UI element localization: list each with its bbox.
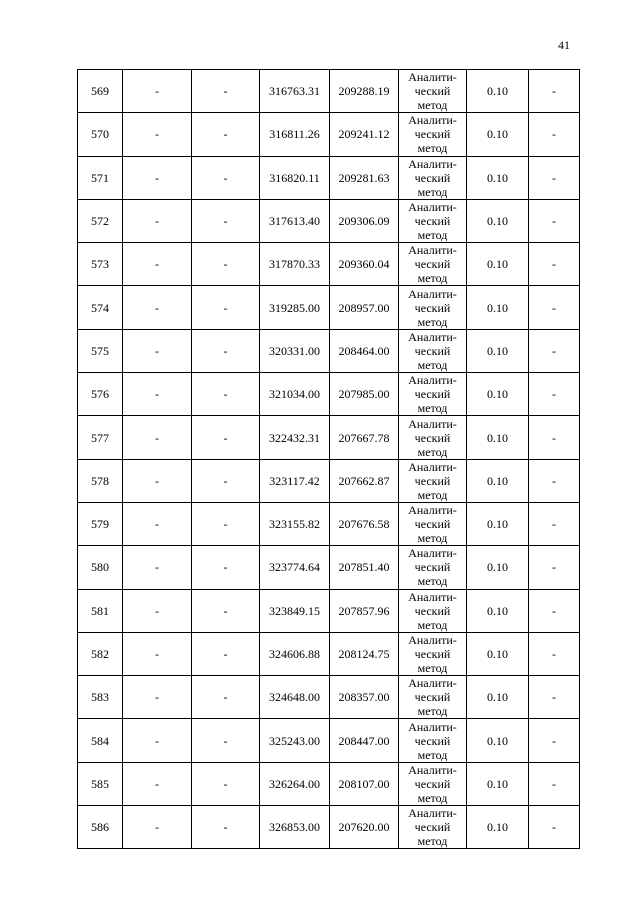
x-coordinate-cell: 323774.64 [260, 546, 330, 589]
column-3-cell: - [192, 676, 260, 719]
column-3-cell: - [192, 329, 260, 372]
table-row [78, 806, 580, 849]
y-coordinate-cell: 207985.00 [330, 373, 399, 416]
accuracy-cell: 0.10 [467, 632, 529, 675]
accuracy-cell: 0.10 [467, 286, 529, 329]
column-3-cell: - [192, 806, 260, 849]
column-8-cell: - [529, 286, 580, 329]
column-8-cell: - [529, 806, 580, 849]
accuracy-cell: 0.10 [467, 762, 529, 805]
column-8-cell: - [529, 70, 580, 113]
y-coordinate-cell: 208464.00 [330, 329, 399, 372]
column-8-cell: - [529, 676, 580, 719]
column-2-cell: - [123, 676, 192, 719]
method-cell [399, 113, 467, 156]
method-line: метод [417, 228, 448, 243]
method-cell [399, 156, 467, 199]
accuracy-cell: 0.10 [467, 459, 529, 502]
method-line: Аналити- [408, 633, 457, 647]
y-coordinate-cell: 207851.40 [330, 546, 399, 589]
point-number-cell: 582 [78, 632, 123, 675]
column-3-cell: - [192, 70, 260, 113]
column-2-cell: - [123, 416, 192, 459]
method-line: ческий [414, 84, 451, 99]
point-number-cell: 575 [78, 329, 123, 372]
table-row [78, 199, 580, 242]
method-line: метод [417, 704, 448, 719]
column-8-cell: - [529, 589, 580, 632]
method-line: метод [417, 141, 448, 156]
method-line: метод [417, 184, 448, 199]
method-line: ческий [414, 517, 451, 532]
point-number-cell: 572 [78, 199, 123, 242]
x-coordinate-cell: 325243.00 [260, 719, 330, 762]
x-coordinate-cell: 317870.33 [260, 243, 330, 286]
y-coordinate-cell: 207667.78 [330, 416, 399, 459]
x-coordinate-cell: 323117.42 [260, 459, 330, 502]
column-2-cell: - [123, 113, 192, 156]
table-row [78, 762, 580, 805]
method-line: ческий [414, 430, 451, 445]
point-number-cell: 571 [78, 156, 123, 199]
point-number-cell: 580 [78, 546, 123, 589]
accuracy-cell: 0.10 [467, 719, 529, 762]
accuracy-cell: 0.10 [467, 806, 529, 849]
method-line: Аналити- [408, 459, 457, 474]
column-8-cell: - [529, 199, 580, 242]
column-3-cell: - [192, 632, 260, 675]
accuracy-cell: 0.10 [467, 373, 529, 416]
method-line: метод [417, 401, 448, 416]
method-line: Аналити- [408, 589, 457, 604]
column-8-cell: - [529, 459, 580, 502]
table-row [78, 156, 580, 199]
method-line: Аналити- [408, 243, 457, 258]
point-number-cell: 576 [78, 373, 123, 416]
point-number-cell: 586 [78, 806, 123, 849]
y-coordinate-cell: 209288.19 [330, 70, 399, 113]
accuracy-cell: 0.10 [467, 676, 529, 719]
method-line: Аналити- [408, 676, 457, 691]
column-2-cell: - [123, 632, 192, 675]
method-line: метод [417, 574, 448, 589]
page-number: 41 [558, 38, 570, 52]
column-8-cell: - [529, 719, 580, 762]
point-number-cell: 574 [78, 286, 123, 329]
x-coordinate-cell: 326853.00 [260, 806, 330, 849]
x-coordinate-cell: 319285.00 [260, 286, 330, 329]
y-coordinate-cell: 208447.00 [330, 719, 399, 762]
method-line: Аналити- [408, 200, 457, 215]
y-coordinate-cell: 207857.96 [330, 589, 399, 632]
x-coordinate-cell: 321034.00 [260, 373, 330, 416]
column-3-cell: - [192, 243, 260, 286]
method-cell [399, 329, 467, 372]
table-row [78, 502, 580, 545]
y-coordinate-cell: 209241.12 [330, 113, 399, 156]
method-cell [399, 806, 467, 849]
column-8-cell: - [529, 762, 580, 805]
method-cell [399, 546, 467, 589]
point-number-cell: 584 [78, 719, 123, 762]
column-2-cell: - [123, 199, 192, 242]
point-number-cell: 585 [78, 762, 123, 805]
point-number-cell: 570 [78, 113, 123, 156]
column-2-cell: - [123, 70, 192, 113]
column-2-cell: - [123, 373, 192, 416]
column-3-cell: - [192, 719, 260, 762]
method-line: Аналити- [408, 503, 457, 518]
method-line: Аналити- [408, 762, 457, 777]
method-line: метод [417, 98, 448, 113]
column-2-cell: - [123, 459, 192, 502]
y-coordinate-cell: 209306.09 [330, 199, 399, 242]
method-cell [399, 416, 467, 459]
method-line: ческий [414, 603, 451, 618]
table-row [78, 416, 580, 459]
method-line: метод [417, 271, 448, 286]
method-line: метод [417, 834, 448, 849]
column-3-cell: - [192, 113, 260, 156]
point-number-cell: 577 [78, 416, 123, 459]
x-coordinate-cell: 322432.31 [260, 416, 330, 459]
method-line: метод [417, 747, 448, 762]
x-coordinate-cell: 323155.82 [260, 502, 330, 545]
point-number-cell: 569 [78, 70, 123, 113]
x-coordinate-cell: 324648.00 [260, 676, 330, 719]
point-number-cell: 583 [78, 676, 123, 719]
column-2-cell: - [123, 546, 192, 589]
y-coordinate-cell: 207662.87 [330, 459, 399, 502]
accuracy-cell: 0.10 [467, 329, 529, 372]
column-3-cell: - [192, 589, 260, 632]
point-number-cell: 581 [78, 589, 123, 632]
x-coordinate-cell: 324606.88 [260, 632, 330, 675]
method-line: Аналити- [408, 373, 457, 388]
accuracy-cell: 0.10 [467, 156, 529, 199]
x-coordinate-cell: 323849.15 [260, 589, 330, 632]
method-line: метод [417, 661, 448, 675]
method-cell [399, 719, 467, 762]
y-coordinate-cell: 207676.58 [330, 502, 399, 545]
method-line: метод [417, 617, 448, 632]
y-coordinate-cell: 208357.00 [330, 676, 399, 719]
method-line: ческий [414, 170, 451, 185]
method-cell [399, 632, 467, 675]
coordinates-table-body [78, 70, 580, 849]
column-8-cell: - [529, 373, 580, 416]
method-cell [399, 199, 467, 242]
method-cell [399, 502, 467, 545]
method-line: метод [417, 790, 448, 805]
column-3-cell: - [192, 546, 260, 589]
method-line: Аналити- [408, 416, 457, 431]
column-2-cell: - [123, 286, 192, 329]
method-line: метод [417, 487, 448, 502]
y-coordinate-cell: 209360.04 [330, 243, 399, 286]
accuracy-cell: 0.10 [467, 70, 529, 113]
table-row [78, 459, 580, 502]
method-cell [399, 70, 467, 113]
method-line: ческий [414, 214, 451, 229]
method-cell [399, 243, 467, 286]
column-3-cell: - [192, 286, 260, 329]
y-coordinate-cell: 208107.00 [330, 762, 399, 805]
column-8-cell: - [529, 632, 580, 675]
method-cell [399, 373, 467, 416]
method-line: ческий [414, 560, 451, 575]
column-2-cell: - [123, 762, 192, 805]
column-8-cell: - [529, 113, 580, 156]
method-cell [399, 589, 467, 632]
y-coordinate-cell: 208957.00 [330, 286, 399, 329]
column-8-cell: - [529, 243, 580, 286]
accuracy-cell: 0.10 [467, 589, 529, 632]
method-line: ческий [414, 733, 451, 748]
method-cell [399, 676, 467, 719]
method-line: ческий [414, 473, 451, 488]
method-line: ческий [414, 690, 451, 705]
table-row [78, 589, 580, 632]
method-line: Аналити- [408, 286, 457, 301]
column-3-cell: - [192, 416, 260, 459]
x-coordinate-cell: 320331.00 [260, 329, 330, 372]
method-line: Аналити- [408, 546, 457, 561]
column-8-cell: - [529, 502, 580, 545]
method-cell [399, 459, 467, 502]
column-8-cell: - [529, 156, 580, 199]
method-line: ческий [414, 257, 451, 272]
column-8-cell: - [529, 329, 580, 372]
column-3-cell: - [192, 459, 260, 502]
accuracy-cell: 0.10 [467, 113, 529, 156]
method-line: Аналити- [408, 113, 457, 128]
table-row [78, 243, 580, 286]
table-row [78, 329, 580, 372]
method-line: ческий [414, 820, 451, 835]
column-2-cell: - [123, 243, 192, 286]
table-row [78, 676, 580, 719]
point-number-cell: 573 [78, 243, 123, 286]
method-line: ческий [414, 300, 451, 315]
method-line: Аналити- [408, 70, 457, 85]
method-line: ческий [414, 127, 451, 142]
column-3-cell: - [192, 199, 260, 242]
column-8-cell: - [529, 546, 580, 589]
accuracy-cell: 0.10 [467, 199, 529, 242]
method-line: Аналити- [408, 806, 457, 821]
x-coordinate-cell: 317613.40 [260, 199, 330, 242]
column-3-cell: - [192, 156, 260, 199]
x-coordinate-cell: 326264.00 [260, 762, 330, 805]
method-cell [399, 762, 467, 805]
column-2-cell: - [123, 156, 192, 199]
table-row [78, 70, 580, 113]
x-coordinate-cell: 316763.31 [260, 70, 330, 113]
method-line: Аналити- [408, 156, 457, 171]
accuracy-cell: 0.10 [467, 502, 529, 545]
method-cell [399, 286, 467, 329]
method-line: ческий [414, 776, 451, 791]
x-coordinate-cell: 316811.26 [260, 113, 330, 156]
column-3-cell: - [192, 502, 260, 545]
method-line: метод [417, 531, 448, 546]
coordinates-table [77, 69, 580, 849]
column-2-cell: - [123, 329, 192, 372]
x-coordinate-cell: 316820.11 [260, 156, 330, 199]
table-row [78, 373, 580, 416]
table-row [78, 719, 580, 762]
accuracy-cell: 0.10 [467, 243, 529, 286]
accuracy-cell: 0.10 [467, 416, 529, 459]
method-line: ческий [414, 343, 451, 358]
column-3-cell: - [192, 762, 260, 805]
table-row [78, 546, 580, 589]
y-coordinate-cell: 207620.00 [330, 806, 399, 849]
method-line: метод [417, 314, 448, 329]
table-row [78, 286, 580, 329]
method-line: метод [417, 444, 448, 459]
column-2-cell: - [123, 589, 192, 632]
column-2-cell: - [123, 806, 192, 849]
column-8-cell: - [529, 416, 580, 459]
method-line: Аналити- [408, 329, 457, 344]
method-line: ческий [414, 387, 451, 402]
point-number-cell: 578 [78, 459, 123, 502]
column-2-cell: - [123, 719, 192, 762]
method-line: метод [417, 357, 448, 372]
column-2-cell: - [123, 502, 192, 545]
column-3-cell: - [192, 373, 260, 416]
y-coordinate-cell: 209281.63 [330, 156, 399, 199]
table-row [78, 113, 580, 156]
point-number-cell: 579 [78, 502, 123, 545]
method-line: Аналити- [408, 719, 457, 734]
y-coordinate-cell: 208124.75 [330, 632, 399, 675]
method-line: ческий [414, 647, 451, 661]
accuracy-cell: 0.10 [467, 546, 529, 589]
table-row [78, 632, 580, 675]
